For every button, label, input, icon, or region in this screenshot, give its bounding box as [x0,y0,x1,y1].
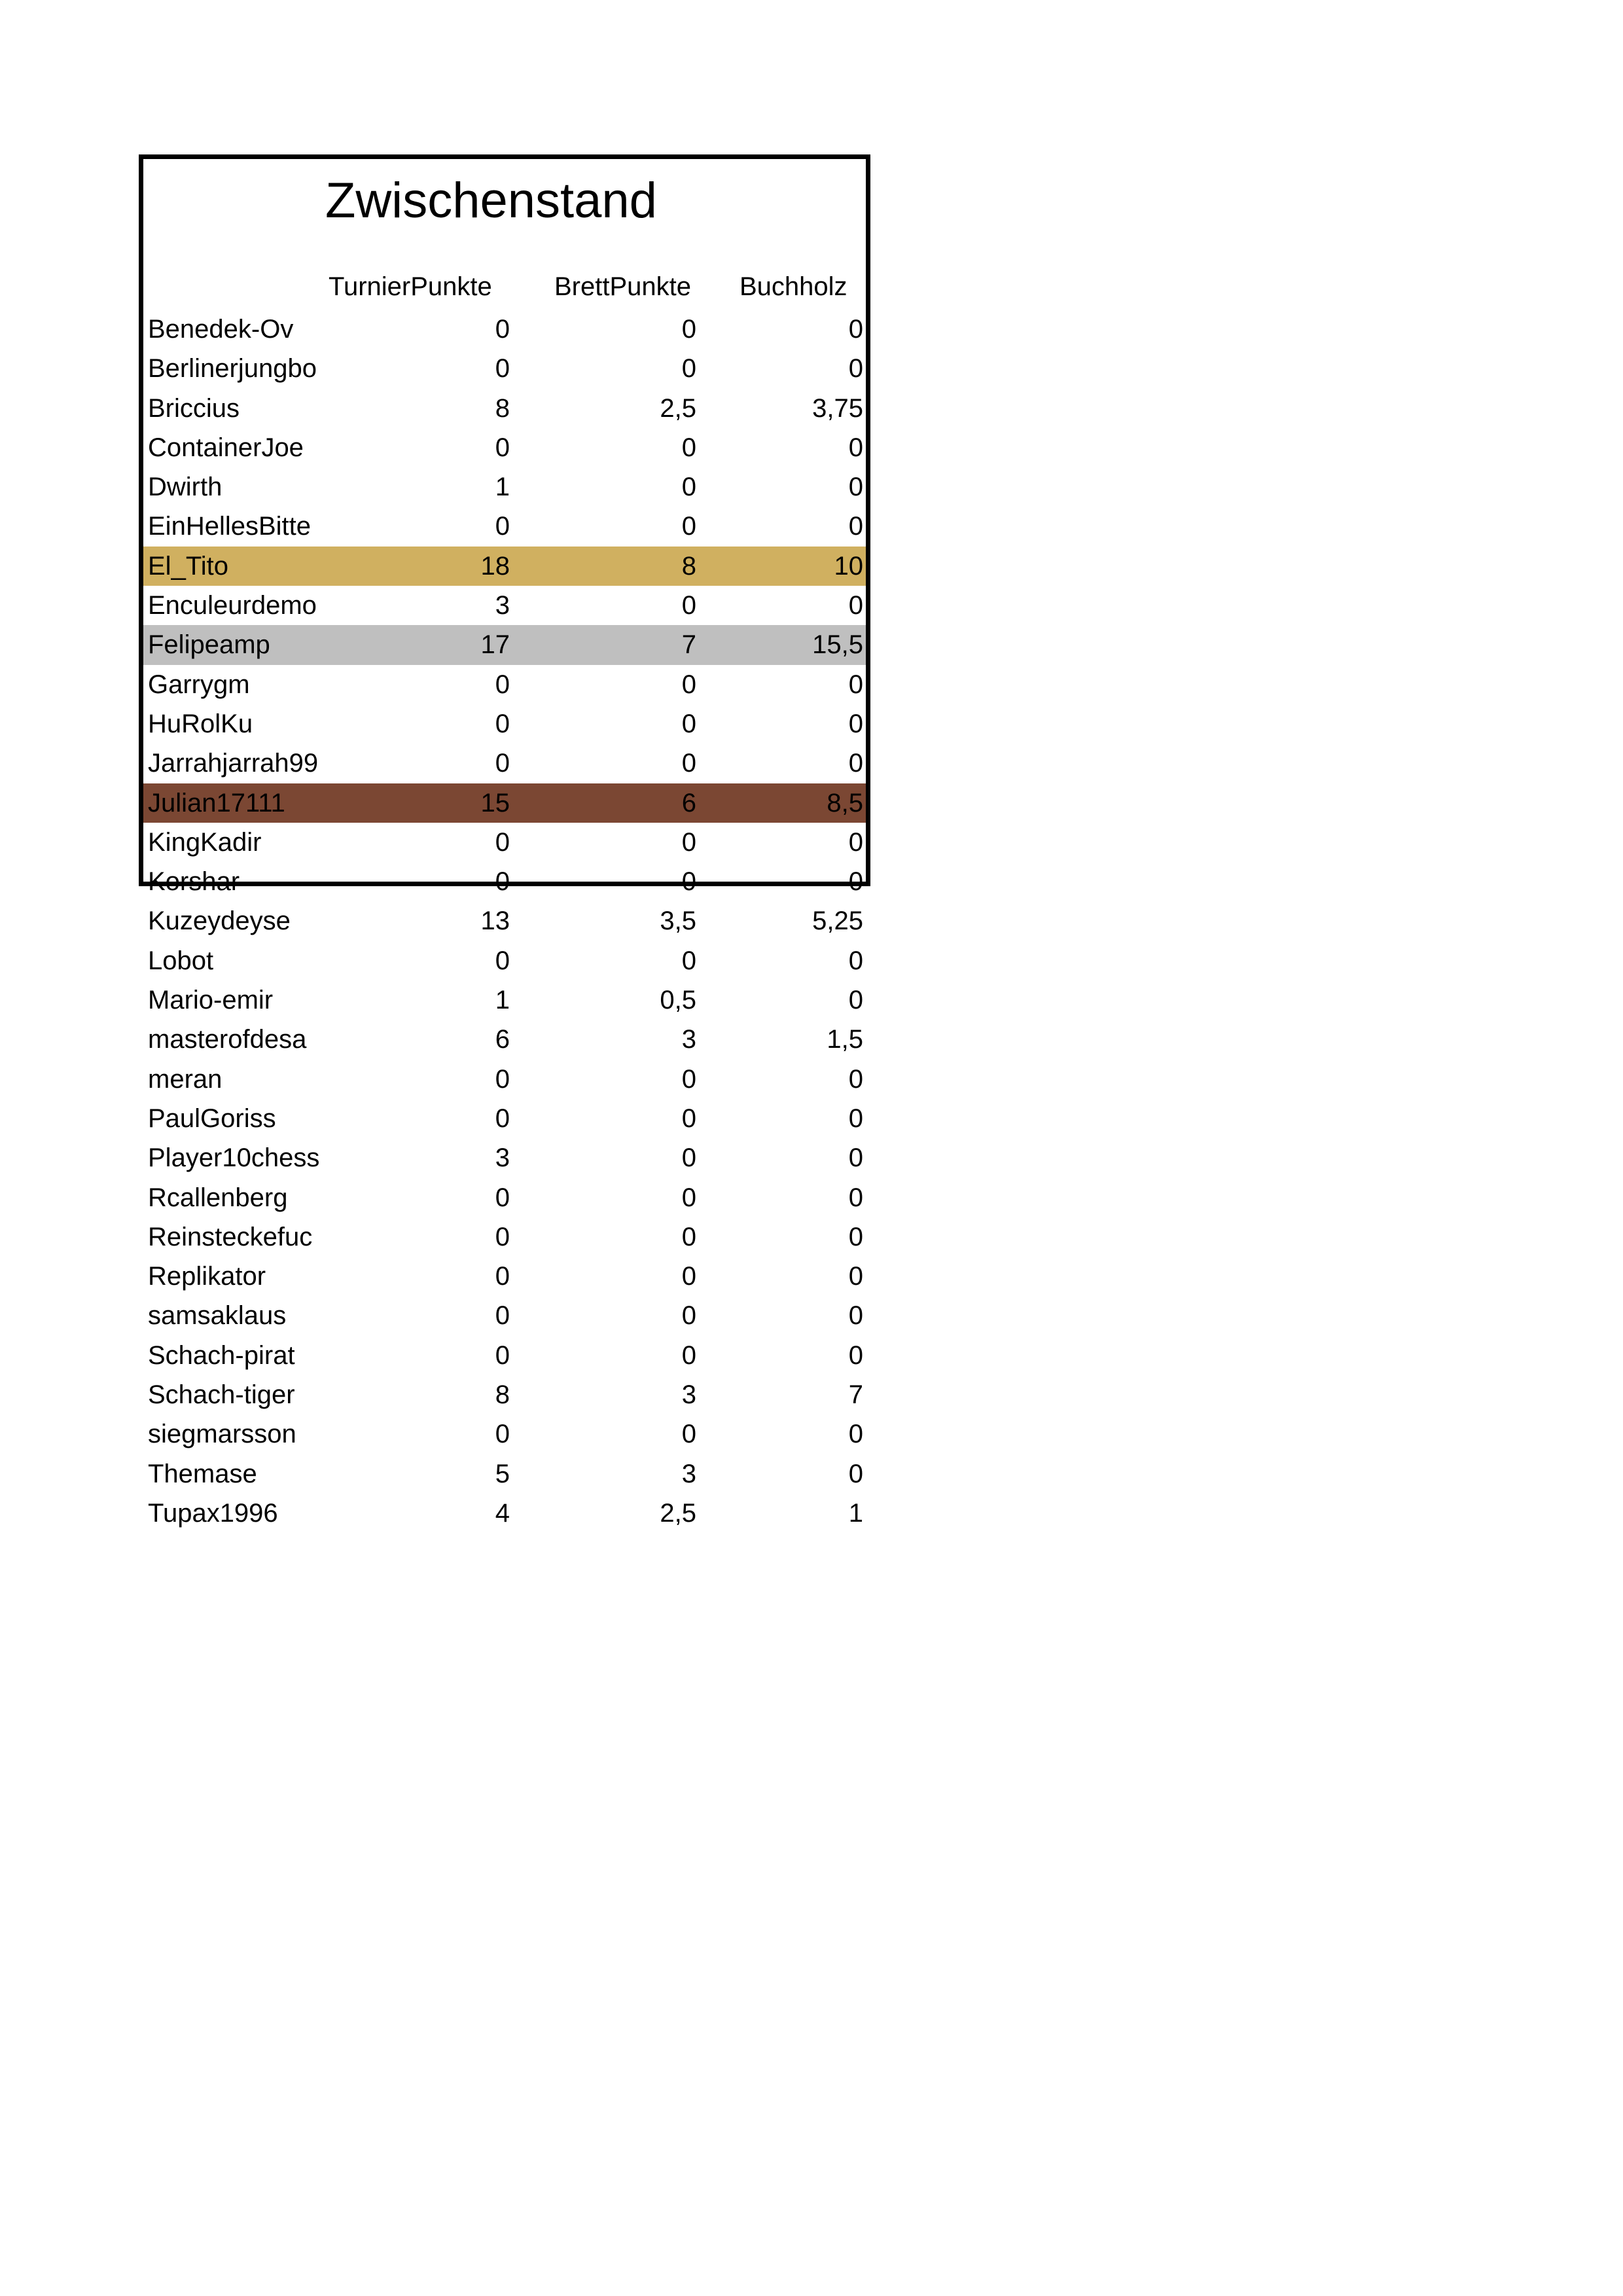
header-buchholz: Buchholz [740,272,847,301]
player-name-cell: Replikator [148,1262,266,1291]
standings-table [139,154,870,1528]
buchholz-cell-value: 0 [848,1301,863,1331]
brettpunkte-cell-value: 0 [681,946,696,975]
buchholz-cell-value: 8,5 [827,788,863,817]
turnierpunkte-cell-value: 17 [480,630,510,660]
table-row [143,1336,866,1375]
turnierpunkte-cell-value: 8 [495,393,510,423]
table-row [143,744,866,783]
player-name-cell: meran [148,1064,223,1094]
table-row [143,783,866,823]
player-name-cell: Themase [148,1459,257,1488]
brettpunkte-cell-value: 0 [681,670,696,699]
brettpunkte-cell-value: 0 [681,512,696,541]
table-row [143,1060,866,1099]
player-name-cell: Player10chess [148,1143,320,1173]
buchholz-cell-value: 7 [848,1380,863,1410]
buchholz-cell-value: 0 [848,1064,863,1094]
player-name-cell: siegmarsson [148,1420,296,1449]
brettpunkte-cell-value: 0 [681,1143,696,1173]
brettpunkte-cell-value: 3 [681,1025,696,1054]
table-row [143,1178,866,1217]
brettpunkte-cell-value: 0 [681,591,696,620]
buchholz-cell-value: 0 [848,1222,863,1251]
player-name-cell: Enculeurdemo [148,591,317,620]
player-name-cell: Korshar [148,867,240,897]
buchholz-cell-value: 0 [848,986,863,1015]
table-row [143,1414,866,1454]
table-row [143,1020,866,1059]
table-row [143,310,866,349]
brettpunkte-cell-value: 6 [681,788,696,817]
brettpunkte-cell-value: 7 [681,630,696,660]
brettpunkte-cell-value: 0 [681,1183,696,1212]
table-row [143,1217,866,1257]
brettpunkte-cell-value: 2,5 [660,1498,696,1528]
turnierpunkte-cell-value: 8 [495,1380,510,1410]
turnierpunkte-cell-value: 0 [495,1301,510,1331]
buchholz-cell-value: 0 [848,1262,863,1291]
table-row [143,428,866,467]
turnierpunkte-cell-value: 0 [495,827,510,857]
brettpunkte-cell-value: 0 [681,867,696,897]
brettpunkte-cell-value: 0 [681,433,696,462]
table-row [143,823,866,862]
table-row [143,547,866,586]
brettpunkte-cell-value: 2,5 [660,393,696,423]
turnierpunkte-cell-value: 0 [495,867,510,897]
player-name-cell: HuRolKu [148,709,253,738]
player-name-cell: Tupax1996 [148,1498,278,1528]
buchholz-cell-value: 5,25 [812,906,863,936]
table-row [143,467,866,507]
header-turnierpunkte: TurnierPunkte [329,272,492,301]
brettpunkte-cell-value: 0 [681,827,696,857]
player-name-cell: Garrygm [148,670,250,699]
header-brettpunkte: BrettPunkte [554,272,692,301]
player-name-cell: El_Tito [148,551,229,581]
turnierpunkte-cell-value: 0 [495,709,510,738]
brettpunkte-cell-value: 0 [681,354,696,384]
brettpunkte-cell-value: 0 [681,315,696,344]
turnierpunkte-cell-value: 0 [495,315,510,344]
buchholz-cell-value: 0 [848,433,863,462]
table-row [143,1494,866,1533]
player-name-cell: samsaklaus [148,1301,287,1331]
table-row [143,507,866,546]
buchholz-cell-value: 0 [848,1143,863,1173]
turnierpunkte-cell-value: 13 [480,906,510,936]
buchholz-cell-value: 0 [848,512,863,541]
turnierpunkte-cell-value: 0 [495,1340,510,1370]
brettpunkte-cell-value: 0 [681,1103,696,1133]
table-body [143,310,866,1533]
player-name-cell: Rcallenberg [148,1183,288,1212]
player-name-cell: Lobot [148,946,214,975]
turnierpunkte-cell-value: 0 [495,1420,510,1449]
player-name-cell: EinHellesBitte [148,512,312,541]
player-name-cell: PaulGoriss [148,1103,276,1133]
brettpunkte-cell-value: 0 [681,1301,696,1331]
table-row [143,1257,866,1296]
turnierpunkte-cell-value: 0 [495,749,510,778]
buchholz-cell-value: 0 [848,591,863,620]
table-row [143,625,866,664]
buchholz-cell-value: 1 [848,1498,863,1528]
buchholz-cell-value: 3,75 [812,393,863,423]
player-name-cell: Kuzeydeyse [148,906,291,936]
player-name-cell: Felipeamp [148,630,270,660]
buchholz-cell-value: 0 [848,473,863,502]
player-name-cell: Berlinerjungbo [148,354,317,384]
table-row [143,1454,866,1494]
brettpunkte-cell-value: 3 [681,1459,696,1488]
buchholz-cell-value: 0 [848,670,863,699]
table-row [143,901,866,941]
turnierpunkte-cell-value: 0 [495,354,510,384]
buchholz-cell-value: 0 [848,1420,863,1449]
table-row [143,389,866,428]
buchholz-cell-value: 0 [848,867,863,897]
buchholz-cell-value: 0 [848,946,863,975]
turnierpunkte-cell-value: 1 [495,986,510,1015]
turnierpunkte-cell-value: 0 [495,433,510,462]
turnierpunkte-cell-value: 3 [495,591,510,620]
table-row [143,349,866,388]
turnierpunkte-cell-value: 18 [480,551,510,581]
player-name-cell: Jarrahjarrah99 [148,749,319,778]
player-name-cell: Schach-tiger [148,1380,295,1410]
turnierpunkte-cell-value: 0 [495,512,510,541]
buchholz-cell-value: 0 [848,315,863,344]
buchholz-cell-value: 0 [848,827,863,857]
player-name-cell: Briccius [148,393,240,423]
player-name-cell: KingKadir [148,827,262,857]
turnierpunkte-cell-value: 0 [495,1183,510,1212]
player-name-cell: Mario-emir [148,986,274,1015]
brettpunkte-cell-value: 0,5 [660,986,696,1015]
table-row [143,862,866,901]
brettpunkte-cell-value: 8 [681,551,696,581]
player-name-cell: Dwirth [148,473,223,502]
table-row [143,1138,866,1177]
brettpunkte-cell-value: 0 [681,1420,696,1449]
turnierpunkte-cell-value: 0 [495,1103,510,1133]
player-name-cell: Julian17111 [148,788,285,817]
brettpunkte-cell-value: 0 [681,709,696,738]
brettpunkte-cell-value: 0 [681,1262,696,1291]
table-row [143,1375,866,1414]
table-row [143,586,866,625]
turnierpunkte-cell-value: 0 [495,1064,510,1094]
player-name-cell: Reinsteckefuc [148,1222,313,1251]
brettpunkte-cell-value: 0 [681,1222,696,1251]
buchholz-cell-value: 0 [848,709,863,738]
table-row [143,980,866,1020]
buchholz-cell-value: 0 [848,1103,863,1133]
table-row [143,704,866,744]
brettpunkte-cell-value: 0 [681,1340,696,1370]
buchholz-cell-value: 10 [834,551,863,581]
table-row [143,941,866,980]
buchholz-cell-value: 0 [848,749,863,778]
turnierpunkte-cell-value: 5 [495,1459,510,1488]
buchholz-cell-value: 1,5 [827,1025,863,1054]
brettpunkte-cell-value: 0 [681,1064,696,1094]
brettpunkte-cell-value: 3 [681,1380,696,1410]
buchholz-cell-value: 0 [848,1183,863,1212]
table-row [143,665,866,704]
turnierpunkte-cell-value: 3 [495,1143,510,1173]
buchholz-cell-value: 15,5 [812,630,863,660]
turnierpunkte-cell-value: 15 [480,788,510,817]
buchholz-cell-value: 0 [848,1459,863,1488]
turnierpunkte-cell-value: 0 [495,946,510,975]
turnierpunkte-cell-value: 1 [495,473,510,502]
buchholz-cell-value: 0 [848,1340,863,1370]
player-name-cell: ContainerJoe [148,433,304,462]
turnierpunkte-cell-value: 0 [495,1262,510,1291]
turnierpunkte-cell-value: 0 [495,670,510,699]
brettpunkte-cell-value: 0 [681,749,696,778]
turnierpunkte-cell-value: 4 [495,1498,510,1528]
turnierpunkte-cell-value: 0 [495,1222,510,1251]
player-name-cell: masterofdesa [148,1025,307,1054]
table-row [143,1296,866,1335]
table-row [143,1099,866,1138]
table-title: Zwischenstand [325,173,657,228]
player-name-cell: Benedek-Ov [148,315,294,344]
player-name-cell: Schach-pirat [148,1340,295,1370]
brettpunkte-cell-value: 3,5 [660,906,696,936]
buchholz-cell-value: 0 [848,354,863,384]
turnierpunkte-cell-value: 6 [495,1025,510,1054]
brettpunkte-cell-value: 0 [681,473,696,502]
